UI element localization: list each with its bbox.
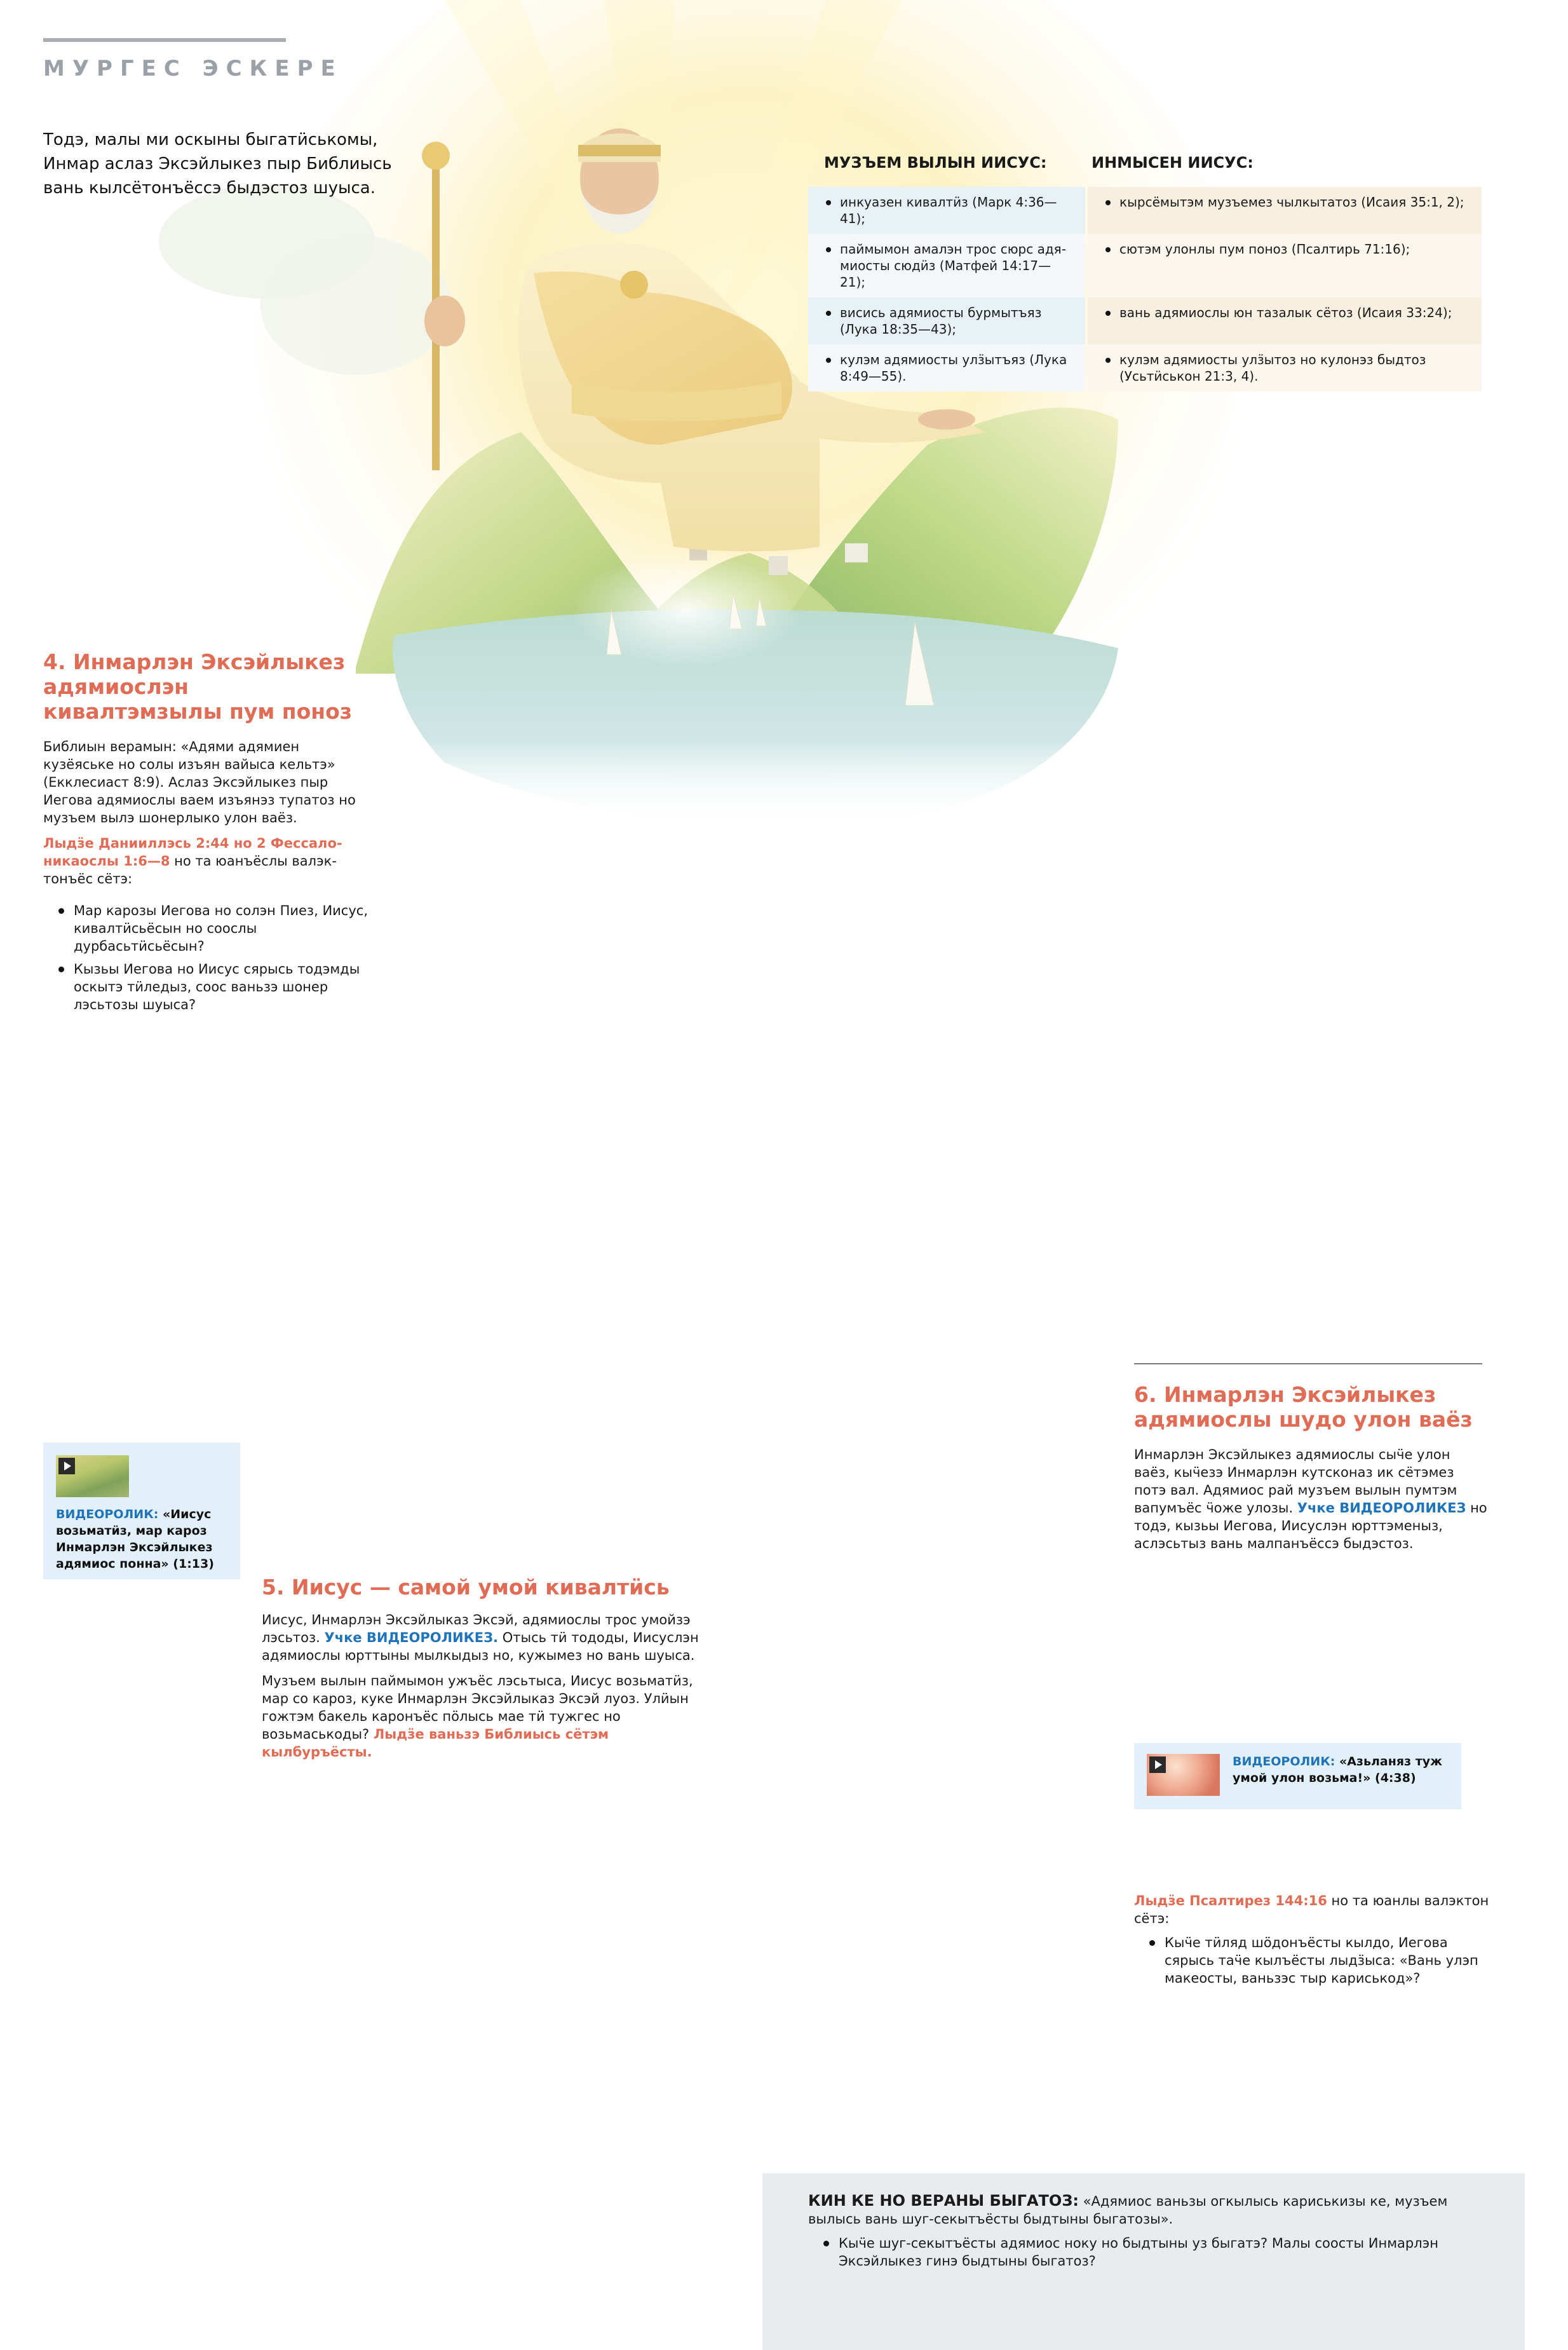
question-box-lead: КИН КЕ НО ВЕРАНЫ БЫГАТОЗ:	[808, 2192, 1079, 2210]
table-cell-right: кырсёмытэм музъемез чылкытатоз (Исаия 35:1, 2);	[1088, 187, 1482, 234]
table-header-heaven: ИНМЫСЕН ИИСУС:	[1092, 154, 1254, 172]
table-cell-left: кулэм адямиосты улӟытъяз (Лука 8:49—55).	[808, 344, 1085, 391]
section-4-title: 4. Инмарлэн Эксэйлыкез адямиослэн кивалтэмзылы пум поноз	[43, 649, 352, 724]
page-kicker: МУРГЕС ЭСКЕРЕ	[43, 56, 343, 81]
section-4-body: Библиын верамын: «Адями адямиен кузёяське но солы изъян вайыса кельтэ» (Екклесиаст 8:9). Аслаз Эксэйлыкез пыр Иегова адямиослы ваем изъянэз тупатоз но музъем вылэ шонерлыко улон ваёз.	[43, 739, 356, 825]
question-box-statement	[808, 2192, 1475, 2228]
question-item: Кызьы Иегова но Иисус сярысь тодэмды оскытэ тӥледыз, соос ваньзэ шонер лэсьтозы шуыса?	[74, 960, 374, 1014]
play-icon[interactable]	[58, 1458, 75, 1474]
question-box-content	[808, 2192, 1475, 2275]
text-run: Иисус, Инмарлэн Эксэйлыказ Эксэй, адямиослы трос умойзэ лэсьтоз.	[262, 1612, 691, 1645]
video-thumbnail[interactable]	[1147, 1754, 1220, 1796]
play-icon[interactable]	[1149, 1756, 1166, 1773]
section-5-title: 5. Иисус — самой умой кивалтӥсь	[262, 1575, 670, 1599]
video-label: ВИДЕОРОЛИК:	[56, 1507, 159, 1521]
table-cell-right: вань адямиослы юн тазалык сётоз (Исаия 33:24);	[1088, 297, 1482, 344]
table-cell-right: кулэм адямиосты улӟытоз но кулонэз быдтоз (Усьтӥськон 21:3, 4).	[1088, 344, 1482, 391]
read-prompt-tail: но та юанлы валэктон сётэ:	[1134, 1893, 1489, 1926]
question-box-quote: «Адямиос ваньзы огкылысь кариськизы ке, музъем вылысь вань шуг-секытъёсты быдтыны быгатозы».	[808, 2194, 1448, 2227]
table-row	[808, 297, 1482, 344]
section-5	[262, 1575, 706, 1761]
question-item: Мар карозы Иегова но солэн Пиез, Иисус, кивалтӥсьёсын но соослы дурбасьтӥсьёсын?	[74, 902, 374, 955]
text-run: Инмарлэн Эксэйлыкез адямиослы сыӵе улон ваёз, кыӵезэ Инмарлэн кутсконаз ик сётэмез потэ вал. Адямиос рай музъем вылын пумтэм вапумъёс ӵоже улозы.	[1134, 1447, 1457, 1516]
section-6-rule	[1134, 1363, 1482, 1364]
video-caption	[56, 1506, 234, 1572]
section-5-paragraph-2	[262, 1672, 706, 1761]
table-cell-right: сютэм улонлы пум поноз (Псалтирь 71:16);	[1088, 234, 1482, 297]
table-header-earth: МУЗЪЕМ ВЫЛЫН ИИСУС:	[824, 154, 1047, 172]
read-scriptures-link[interactable]: Лыдӟе ваньзэ Библиысь сётэм кылбуръёсты.	[262, 1727, 609, 1760]
video-title[interactable]: «Иисус возьматӥз, мар кароз Инмарлэн Эксэйлыкез адямиос понна» (1:13)	[56, 1507, 214, 1571]
top-rule	[43, 38, 286, 42]
question-box-questions	[808, 2234, 1475, 2270]
video-box-5[interactable]	[43, 1443, 240, 1579]
question-item: Кыӵе шуг-секытъёсты адямиос ноку но быдтыны уз быгатэ? Малы соосты Инмарлэн Эксэйлыкез гинэ быдтыны быгатоз?	[839, 2234, 1475, 2270]
scripture-link[interactable]: Лыдӟе Псалтирез 144:16	[1134, 1893, 1327, 1908]
section-6-body	[1134, 1446, 1490, 1552]
section-4	[43, 649, 374, 1014]
section-4-read-prompt	[43, 834, 374, 888]
section-5-paragraph-1	[262, 1611, 706, 1664]
intro-text: Тодэ, малы ми оскыны быгатӥськомы, Инмар аслаз Эксэйлыкез пыр Библиысь вань кылсётонъёссэ быдэстоз шуыса.	[43, 130, 392, 198]
question-item: Кыӵе тӥляд шӧдонъёсты кылдо, Иегова сярысь таӵе кылъёсты лыдӟыса: «Вань улэп макеосты, ваньзэс тыр кариськод»?	[1165, 1934, 1490, 1987]
video-box-6[interactable]	[1134, 1743, 1461, 1809]
video-thumbnail[interactable]	[56, 1455, 129, 1497]
someone-may-say-box	[762, 2173, 1525, 2350]
section-6	[1134, 1382, 1490, 1552]
table-cell-left: висись адямиосты бурмытъяз (Лука 18:35—43);	[808, 297, 1085, 344]
read-prompt-tail: но та юанъёслы валэктонъёс сётэ:	[43, 853, 337, 886]
section-4-questions	[43, 902, 374, 1014]
comparison-table	[808, 154, 1482, 391]
table-cell-left: инкуазен кивалтӥз (Марк 4:36—41);	[808, 187, 1085, 234]
video-label: ВИДЕОРОЛИК:	[1233, 1755, 1335, 1769]
section-6-read-prompt	[1134, 1892, 1490, 1987]
text-run: Отысь тӥ тододы, Иисуслэн адямиослы юрттыны мылкыдыз но, кужымез но вань шуыса.	[262, 1630, 699, 1663]
video-title[interactable]: «Азьланяз туж умой улон возьма!» (4:38)	[1233, 1755, 1443, 1785]
text-run: Музъем вылын паймымон ужъёс лэсьтыса, Иисус возьматӥз, мар со кароз, куке Инмарлэн Эксэйлыказ Эксэй луоз. Улӥын гожтэм бакель каронъёс пӧлысь мае тӥ тужгес но возьмаськоды?	[262, 1673, 693, 1742]
table-cell-left: паймымон амалэн трос сюрс адямиосты сюдӥз (Матфей 14:17—21);	[808, 234, 1085, 297]
section-6-questions	[1134, 1934, 1490, 1987]
table-body	[808, 187, 1482, 391]
table-row	[808, 187, 1482, 234]
table-row	[808, 234, 1482, 297]
watch-video-link[interactable]: Учке ВИДЕОРОЛИКЕЗ.	[324, 1630, 499, 1645]
text-run: но тодэ, кызьы Иегова, Иисуслэн юрттэменыз, аслэсьтыз вань малпанъёссэ быдэстоз.	[1134, 1500, 1487, 1551]
video-caption	[1233, 1753, 1455, 1786]
read-prompt	[1134, 1892, 1490, 1927]
watch-video-link[interactable]: Учке ВИДЕОРОЛИКЕЗ	[1297, 1500, 1466, 1516]
scripture-link[interactable]: Лыдӟе Данииллэсь 2:44 но 2 Фессалоникаослы 1:6—8	[43, 836, 342, 869]
table-header-row	[808, 154, 1482, 187]
table-row	[808, 344, 1482, 391]
section-6-title: 6. Инмарлэн Эксэйлыкез адямиослы шудо улон ваёз	[1134, 1382, 1473, 1432]
